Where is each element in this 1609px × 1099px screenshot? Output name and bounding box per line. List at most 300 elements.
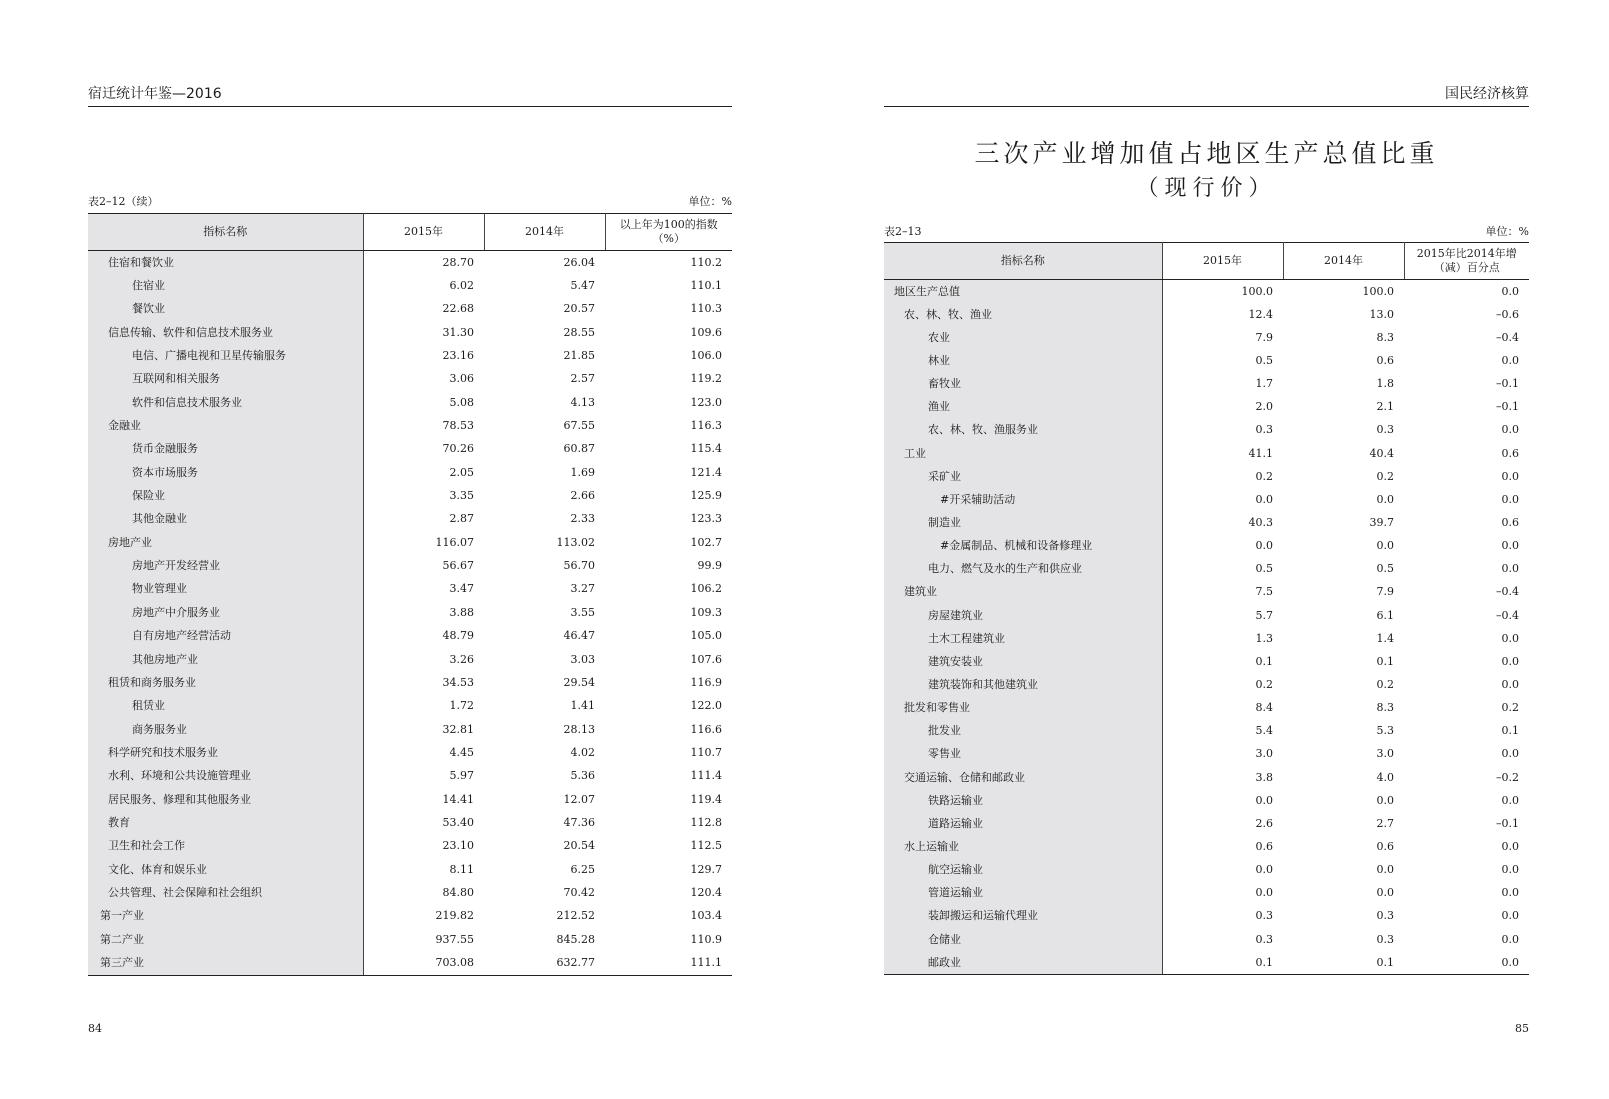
- cell-2015: 1.3: [1255, 631, 1273, 645]
- row-name: 林业: [884, 349, 1162, 372]
- table-row: [884, 766, 1529, 789]
- table-row: [884, 928, 1529, 951]
- cell-idx: 121.4: [690, 465, 722, 479]
- row-name: 资本市场服务: [88, 461, 363, 484]
- cell-idx: 123.0: [690, 395, 722, 409]
- cell-2014: 0.2: [1376, 677, 1394, 691]
- cell-2015: 0.6: [1255, 839, 1273, 853]
- cell-2014: 1.4: [1376, 631, 1394, 645]
- row-name: 房地产开发经营业: [88, 554, 363, 577]
- table-row: [884, 743, 1529, 766]
- table-row: [88, 344, 732, 367]
- table-row: [88, 671, 732, 694]
- cell-diff: 0.0: [1501, 654, 1519, 668]
- cell-2015: 0.1: [1255, 654, 1273, 668]
- cell-2014: 0.1: [1283, 951, 1404, 975]
- cell-2014: 28.55: [563, 325, 595, 339]
- row-name: 住宿业: [88, 274, 363, 297]
- page-number-left: 84: [88, 1022, 102, 1035]
- table-row: [884, 859, 1529, 882]
- row-name: 第二产业: [88, 928, 363, 951]
- table-row: [884, 419, 1529, 442]
- cell-2015: 41.1: [1248, 446, 1273, 460]
- cell-diff: 0.0: [1501, 284, 1519, 298]
- cell-idx: 111.1: [605, 951, 732, 975]
- cell-2014: 4.02: [570, 745, 595, 759]
- cell-2014: 40.4: [1369, 446, 1394, 460]
- row-name: 住宿和餐饮业: [88, 251, 363, 275]
- cell-idx: 112.8: [690, 815, 722, 829]
- cell-idx: 119.4: [690, 792, 722, 806]
- cell-diff: 0.6: [1501, 446, 1519, 460]
- row-name: 建筑安装业: [884, 650, 1162, 673]
- cell-2015: 0.3: [1255, 423, 1273, 437]
- row-name: 交通运输、仓储和邮政业: [884, 766, 1162, 789]
- table-row: [884, 697, 1529, 720]
- cell-2014: 39.7: [1369, 515, 1394, 529]
- table-title-block: [884, 136, 1529, 206]
- row-name: 第一产业: [88, 905, 363, 928]
- table-row: [88, 554, 732, 577]
- cell-2014: 6.1: [1376, 608, 1394, 622]
- cell-diff: –0.6: [1496, 307, 1519, 321]
- cell-2015: 6.02: [449, 279, 474, 293]
- table-row: [88, 765, 732, 788]
- cell-2014: 0.3: [1376, 909, 1394, 923]
- table-row: [88, 811, 732, 834]
- cell-diff: 0.0: [1501, 747, 1519, 761]
- table-row: [884, 882, 1529, 905]
- cell-2014: 2.57: [570, 372, 595, 386]
- cell-2014: 3.0: [1376, 747, 1394, 761]
- cell-2014: 0.3: [1376, 423, 1394, 437]
- row-name: 零售业: [884, 743, 1162, 766]
- cell-2015: 0.0: [1255, 886, 1273, 900]
- cell-2014: 0.1: [1376, 654, 1394, 668]
- row-name: 物业管理业: [88, 578, 363, 601]
- cell-2015: 56.67: [442, 559, 474, 573]
- cell-2014: 5.3: [1376, 724, 1394, 738]
- table-row: [88, 648, 732, 671]
- row-name: 商务服务业: [88, 718, 363, 741]
- cell-2015: 14.41: [442, 792, 474, 806]
- cell-2014: 46.47: [563, 629, 595, 643]
- table-caption-right: [884, 225, 1529, 239]
- cell-2015: 4.45: [449, 745, 474, 759]
- cell-2014: 29.54: [563, 675, 595, 689]
- header-2015: 2015年: [1162, 243, 1283, 280]
- table-row: [884, 442, 1529, 465]
- cell-idx: 123.3: [690, 512, 722, 526]
- cell-2014: 0.0: [1376, 793, 1394, 807]
- cell-2015: 937.55: [435, 932, 474, 946]
- cell-2015: 23.16: [442, 349, 474, 363]
- cell-2014: 1.8: [1376, 377, 1394, 391]
- cell-2015: 5.7: [1255, 608, 1273, 622]
- cell-2014: 2.1: [1376, 400, 1394, 414]
- cell-idx: 122.0: [690, 699, 722, 713]
- row-name: 软件和信息技术服务业: [88, 391, 363, 414]
- cell-2015: 28.70: [442, 255, 474, 269]
- cell-2014: 13.0: [1369, 307, 1394, 321]
- row-name: 制造业: [884, 511, 1162, 534]
- cell-2015: 40.3: [1248, 515, 1273, 529]
- cell-2014: 113.02: [556, 535, 595, 549]
- table-row: [88, 625, 732, 648]
- cell-2014: 1.41: [570, 699, 595, 713]
- cell-diff: 0.0: [1501, 677, 1519, 691]
- table-row: [884, 604, 1529, 627]
- cell-diff: 0.0: [1501, 562, 1519, 576]
- table-row: [88, 951, 732, 975]
- cell-2015: 8.4: [1255, 701, 1273, 715]
- table-row: [884, 951, 1529, 975]
- cell-idx: 125.9: [690, 489, 722, 503]
- table-row: [884, 650, 1529, 673]
- cell-2015: 70.26: [442, 442, 474, 456]
- cell-idx: 105.0: [690, 629, 722, 643]
- cell-2015: 3.47: [449, 582, 474, 596]
- row-name: 文化、体育和娱乐业: [88, 858, 363, 881]
- row-name: 科学研究和技术服务业: [88, 741, 363, 764]
- cell-idx: 106.2: [690, 582, 722, 596]
- cell-2015: 53.40: [442, 815, 474, 829]
- row-name: 餐饮业: [88, 298, 363, 321]
- cell-2014: 12.07: [563, 792, 595, 806]
- cell-2015: 7.9: [1255, 330, 1273, 344]
- row-name: 农、林、牧、渔服务业: [884, 419, 1162, 442]
- cell-2015: 3.06: [449, 372, 474, 386]
- table-row: [884, 326, 1529, 349]
- row-name: 信息传输、软件和信息技术服务业: [88, 321, 363, 344]
- table-row: [884, 812, 1529, 835]
- row-name: 道路运输业: [884, 812, 1162, 835]
- cell-diff: –0.2: [1496, 770, 1519, 784]
- table-row: [88, 298, 732, 321]
- cell-2014: 20.57: [563, 302, 595, 316]
- row-name: 第三产业: [88, 951, 363, 975]
- row-name: 卫生和社会工作: [88, 835, 363, 858]
- cell-diff: 0.0: [1501, 423, 1519, 437]
- row-name: 农业: [884, 326, 1162, 349]
- cell-idx: 106.0: [690, 349, 722, 363]
- cell-idx: 116.6: [690, 722, 722, 736]
- table-row: [88, 905, 732, 928]
- cell-2015: 32.81: [442, 722, 474, 736]
- table-row: [88, 601, 732, 624]
- header-index: 以上年为100的指数（%）: [605, 214, 732, 251]
- cell-diff: –0.1: [1496, 816, 1519, 830]
- table-row: [884, 789, 1529, 812]
- cell-2014: 5.47: [570, 279, 595, 293]
- table-row: [88, 858, 732, 881]
- row-name: 居民服务、修理和其他服务业: [88, 788, 363, 811]
- cell-diff: –0.4: [1496, 330, 1519, 344]
- cell-idx: 109.3: [690, 605, 722, 619]
- cell-diff: –0.1: [1496, 377, 1519, 391]
- cell-2014: 1.69: [570, 465, 595, 479]
- header-2014: 2014年: [1283, 243, 1404, 280]
- row-name: 批发和零售业: [884, 697, 1162, 720]
- table-row: [88, 578, 732, 601]
- cell-2015: 0.5: [1255, 353, 1273, 367]
- cell-2015: 0.3: [1255, 909, 1273, 923]
- row-name: 渔业: [884, 396, 1162, 419]
- row-name: 水利、环境和公共设施管理业: [88, 765, 363, 788]
- table-row: [884, 905, 1529, 928]
- row-name: 房地产中介服务业: [88, 601, 363, 624]
- cell-2014: 845.28: [556, 932, 595, 946]
- table-row: [884, 835, 1529, 858]
- row-name: 货币金融服务: [88, 438, 363, 461]
- table-row: [88, 741, 732, 764]
- cell-diff: 0.0: [1501, 631, 1519, 645]
- row-name: 自有房地产经营活动: [88, 625, 363, 648]
- row-name: 租赁和商务服务业: [88, 671, 363, 694]
- table-row: [88, 695, 732, 718]
- cell-idx: 107.6: [690, 652, 722, 666]
- cell-2015: 5.08: [449, 395, 474, 409]
- table-row: [884, 349, 1529, 372]
- cell-2015: 2.0: [1255, 400, 1273, 414]
- table-row: [884, 511, 1529, 534]
- cell-2015: 8.11: [449, 862, 474, 876]
- table-row: [884, 627, 1529, 650]
- row-name: 地区生产总值: [884, 280, 1162, 304]
- cell-2015: 31.30: [442, 325, 474, 339]
- cell-idx: 119.2: [690, 372, 722, 386]
- header-diff: 2015年比2014年增（减）百分点: [1404, 243, 1529, 280]
- cell-2015: 703.08: [363, 951, 484, 975]
- cell-2014: 3.55: [570, 605, 595, 619]
- table-row: [88, 835, 732, 858]
- cell-2014: 3.27: [570, 582, 595, 596]
- table-row: [88, 484, 732, 507]
- cell-2014: 212.52: [556, 909, 595, 923]
- table-row: [884, 558, 1529, 581]
- table-unit: 单位：%: [1485, 225, 1529, 238]
- page-number-right: 85: [1515, 1022, 1529, 1035]
- cell-idx: 111.4: [690, 769, 722, 783]
- table-row: [884, 373, 1529, 396]
- cell-2015: 2.6: [1255, 816, 1273, 830]
- row-name: 农、林、牧、渔业: [884, 303, 1162, 326]
- row-name: 其他房地产业: [88, 648, 363, 671]
- cell-2015: 48.79: [442, 629, 474, 643]
- cell-2014: 2.66: [570, 489, 595, 503]
- table-row: [884, 673, 1529, 696]
- cell-idx: 110.7: [690, 745, 722, 759]
- row-name: 公共管理、社会保障和社会组织: [88, 881, 363, 904]
- cell-idx: 116.3: [690, 419, 722, 433]
- right-page: [884, 0, 1529, 1099]
- cell-2015: 0.0: [1255, 793, 1273, 807]
- cell-2015: 78.53: [442, 419, 474, 433]
- cell-diff: 0.0: [1404, 951, 1529, 975]
- cell-2015: 1.72: [449, 699, 474, 713]
- row-name: #开采辅助活动: [884, 488, 1162, 511]
- cell-2014: 2.7: [1376, 816, 1394, 830]
- cell-2015: 23.10: [442, 839, 474, 853]
- table-row: [88, 438, 732, 461]
- cell-2015: 0.1: [1162, 951, 1283, 975]
- row-name: 铁路运输业: [884, 789, 1162, 812]
- row-name: 电力、燃气及水的生产和供应业: [884, 558, 1162, 581]
- table-caption-left: [88, 195, 732, 209]
- header-indicator-name: 指标名称: [88, 214, 363, 251]
- cell-diff: 0.0: [1501, 909, 1519, 923]
- table-row: [88, 928, 732, 951]
- cell-2015: 0.2: [1255, 469, 1273, 483]
- cell-idx: 110.1: [690, 279, 722, 293]
- row-name: 电信、广播电视和卫星传输服务: [88, 344, 363, 367]
- row-name: 建筑业: [884, 581, 1162, 604]
- cell-2015: 100.0: [1241, 284, 1273, 298]
- cell-idx: 103.4: [690, 909, 722, 923]
- table-row: [884, 720, 1529, 743]
- row-name: 建筑装饰和其他建筑业: [884, 673, 1162, 696]
- left-page: [88, 0, 732, 1099]
- header-indicator-name: 指标名称: [884, 243, 1162, 280]
- cell-2014: 6.25: [570, 862, 595, 876]
- table-row: [88, 531, 732, 554]
- cell-2014: 0.5: [1376, 562, 1394, 576]
- row-name: 金融业: [88, 414, 363, 437]
- cell-2015: 0.0: [1255, 863, 1273, 877]
- cell-2015: 0.0: [1255, 492, 1273, 506]
- row-name: 畜牧业: [884, 373, 1162, 396]
- cell-idx: 115.4: [690, 442, 722, 456]
- table-row: [884, 581, 1529, 604]
- row-name: 保险业: [88, 484, 363, 507]
- cell-idx: 110.9: [690, 932, 722, 946]
- row-name: 采矿业: [884, 465, 1162, 488]
- table-row: [884, 488, 1529, 511]
- cell-2014: 0.0: [1376, 539, 1394, 553]
- table-row: [884, 396, 1529, 419]
- cell-idx: 109.6: [690, 325, 722, 339]
- table-row: [88, 881, 732, 904]
- cell-2014: 28.13: [563, 722, 595, 736]
- cell-diff: 0.0: [1501, 492, 1519, 506]
- cell-2014: 0.3: [1376, 932, 1394, 946]
- cell-diff: 0.1: [1501, 724, 1519, 738]
- table-row: [884, 280, 1529, 304]
- row-name: 教育: [88, 811, 363, 834]
- row-name: 装卸搬运和运输代理业: [884, 905, 1162, 928]
- cell-2014: 5.36: [570, 769, 595, 783]
- table-row: [88, 321, 732, 344]
- cell-2014: 3.03: [570, 652, 595, 666]
- cell-2014: 21.85: [563, 349, 595, 363]
- cell-idx: 102.7: [690, 535, 722, 549]
- row-name: 房屋建筑业: [884, 604, 1162, 627]
- cell-idx: 129.7: [690, 862, 722, 876]
- table-row: [88, 274, 732, 297]
- cell-2015: 34.53: [442, 675, 474, 689]
- cell-2015: 3.26: [449, 652, 474, 666]
- cell-2014: 20.54: [563, 839, 595, 853]
- row-name: 航空运输业: [884, 859, 1162, 882]
- data-table-left: [88, 213, 732, 976]
- table-row: [88, 368, 732, 391]
- row-name: #金属制品、机械和设备修理业: [884, 535, 1162, 558]
- cell-diff: 0.0: [1501, 469, 1519, 483]
- table-row: [884, 303, 1529, 326]
- row-name: 批发业: [884, 720, 1162, 743]
- cell-diff: 0.0: [1501, 886, 1519, 900]
- row-name: 租赁业: [88, 695, 363, 718]
- table-row: [884, 465, 1529, 488]
- cell-idx: 110.2: [690, 255, 722, 269]
- cell-2014: 56.70: [563, 559, 595, 573]
- row-name: 互联网和相关服务: [88, 368, 363, 391]
- cell-2014: 8.3: [1376, 701, 1394, 715]
- cell-diff: 0.0: [1501, 539, 1519, 553]
- table-number: 表2–12（续）: [88, 195, 159, 208]
- cell-idx: 120.4: [690, 885, 722, 899]
- table-row: [88, 718, 732, 741]
- row-name: 房地产业: [88, 531, 363, 554]
- table-row: [88, 391, 732, 414]
- cell-2014: 0.2: [1376, 469, 1394, 483]
- table-subtitle: （现行价）: [1136, 176, 1277, 201]
- cell-2015: 5.97: [449, 769, 474, 783]
- cell-diff: 0.0: [1501, 932, 1519, 946]
- cell-idx: 112.5: [690, 839, 722, 853]
- table-row: [88, 508, 732, 531]
- cell-2014: 47.36: [563, 815, 595, 829]
- cell-2015: 3.8: [1255, 770, 1273, 784]
- cell-2015: 84.80: [442, 885, 474, 899]
- cell-2015: 0.5: [1255, 562, 1273, 576]
- cell-diff: 0.0: [1501, 353, 1519, 367]
- cell-idx: 116.9: [690, 675, 722, 689]
- row-name: 土木工程建筑业: [884, 627, 1162, 650]
- cell-diff: 0.0: [1501, 839, 1519, 853]
- cell-2014: 4.13: [570, 395, 595, 409]
- header-2015: 2015年: [363, 214, 484, 251]
- cell-2014: 8.3: [1376, 330, 1394, 344]
- table-row: [88, 251, 732, 275]
- cell-2015: 0.0: [1255, 539, 1273, 553]
- cell-2014: 0.0: [1376, 863, 1394, 877]
- row-name: 工业: [884, 442, 1162, 465]
- cell-2014: 70.42: [563, 885, 595, 899]
- cell-2014: 0.0: [1376, 886, 1394, 900]
- cell-2015: 116.07: [435, 535, 474, 549]
- table-row: [88, 414, 732, 437]
- data-table-right: [884, 242, 1529, 975]
- cell-2015: 3.88: [449, 605, 474, 619]
- cell-2014: 100.0: [1362, 284, 1394, 298]
- cell-2015: 3.35: [449, 489, 474, 503]
- cell-diff: –0.1: [1496, 400, 1519, 414]
- cell-2014: 0.6: [1376, 353, 1394, 367]
- row-name: 邮政业: [884, 951, 1162, 975]
- row-name: 管道运输业: [884, 882, 1162, 905]
- cell-2015: 5.4: [1255, 724, 1273, 738]
- cell-2015: 219.82: [435, 909, 474, 923]
- cell-2014: 0.6: [1376, 839, 1394, 853]
- table-unit: 单位：%: [688, 195, 732, 208]
- cell-2014: 4.0: [1376, 770, 1394, 784]
- cell-2015: 0.2: [1255, 677, 1273, 691]
- table-row: [88, 461, 732, 484]
- row-name: 其他金融业: [88, 508, 363, 531]
- table-title: 三次产业增加值占地区生产总值比重: [974, 139, 1439, 168]
- table-row: [884, 535, 1529, 558]
